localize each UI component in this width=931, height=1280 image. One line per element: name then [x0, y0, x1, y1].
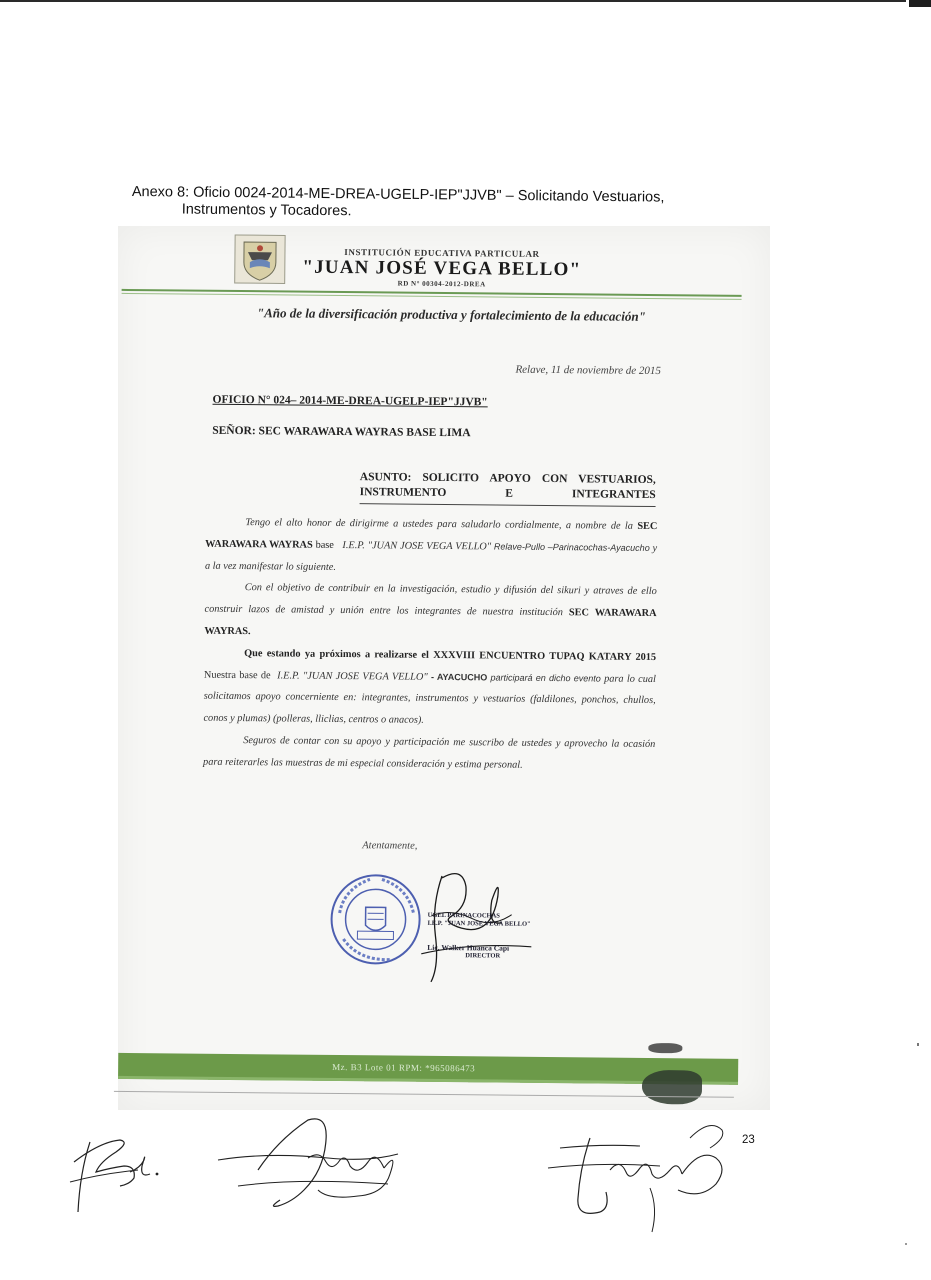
- p1-text-f: y a la vez manifestar lo siguiente.: [204, 542, 658, 573]
- footer-address: Mz. B3 Lote 01 RPM: *965086473: [332, 1061, 476, 1074]
- paragraph-4: Seguros de contar con su apoyo y participación me suscribo de ustedes y aprovecho la ocasión para reiterarles las muestras de mi especial consideración y estima personal.: [203, 735, 656, 771]
- p1-base: base: [315, 539, 334, 551]
- stamp-line-2: I.E.P. "JUAN JOSE VEGA BELLO": [427, 919, 531, 928]
- recipient: SEÑOR: SEC WARAWARA WAYRAS BASE LIMA: [212, 424, 471, 440]
- p2-org-name: SEC WARAWARA WAYRAS.: [204, 607, 657, 638]
- page-number: 23: [742, 1134, 755, 1146]
- p1-location: Relave-Pullo –Parinacochas-Ayacucho: [493, 541, 650, 553]
- scan-speck: [917, 1043, 919, 1046]
- p3-school: I.E.P. "JUAN JOSE VEGA VELLO": [277, 669, 428, 683]
- p3-text-f: para lo cual solicitamos apoyo concerniente en: integrantes, instrumentos y vestuarios (faldilones, ponchos, chullos, conos y plumas) (polleras, lliclias, centros o anacos).: [203, 673, 656, 726]
- p2-text-a: Con el objetivo de contribuir en la investigación, estudio y difusión del sikuri y atraves de ello construir lazos de amistad y unión entre los integrantes de nuestra institución: [204, 582, 657, 619]
- institution-type: INSTITUCIÓN EDUCATIVA PARTICULAR: [344, 247, 540, 259]
- caption-line-1: Anexo 8: Oficio 0024-2014-ME-DREA-UGELP-IEP"JJVB" – Solicitando Vestuarios,: [131, 184, 665, 206]
- p3-text-b: Nuestra base de: [203, 669, 271, 681]
- school-crest-icon: [234, 234, 286, 284]
- subject: ASUNTO: SOLICITO APOYO CON VESTUARIOS, INSTRUMENTO E INTEGRANTES: [359, 471, 656, 502]
- scanned-letter: [118, 226, 770, 1110]
- scan-corner-mark: [909, 0, 931, 7]
- year-motto: "Año de la diversificación productiva y fortalecimiento de la educación": [256, 305, 646, 324]
- signature-3-icon: [540, 1108, 730, 1238]
- director-name: Lic. Walker Huanca Capi: [427, 942, 510, 953]
- director-stamp: [427, 912, 537, 961]
- subject-underline: [360, 503, 656, 507]
- signature-2-icon: [208, 1110, 413, 1235]
- closing: Atentamente,: [362, 840, 418, 852]
- paragraph-3: [203, 642, 656, 734]
- letter-page: [114, 223, 774, 1113]
- p1-school: I.E.P. "JUAN JOSE VEGA VELLO": [342, 539, 492, 553]
- p1-org-name: SEC WARAWARA WAYRAS: [205, 520, 658, 551]
- scan-smudge-dark: [642, 1070, 702, 1105]
- paragraph-1: [205, 512, 658, 582]
- annex-caption: [132, 184, 752, 224]
- p3-region: - AYACUCHO: [430, 671, 488, 682]
- p3-text-e: participará en dicho evento: [490, 672, 601, 684]
- p3-event: Que estando ya próximos a realizarse el XXXVIII ENCUENTRO TUPAQ KATARY 2015: [244, 647, 657, 663]
- letter-body: [203, 512, 657, 778]
- place-date: Relave, 11 de noviembre de 2015: [515, 363, 661, 378]
- caption-line-2: Instrumentos y Tocadores.: [181, 201, 352, 220]
- scan-smudge: [648, 1043, 682, 1053]
- signature-1-icon: [60, 1112, 170, 1222]
- letterhead: [292, 247, 592, 290]
- p1-text-a: Tengo el alto honor de dirigirme a ustedes para saludarlo cordialmente, a nombre de la: [245, 517, 634, 532]
- scan-top-edge: [0, 0, 906, 2]
- resolution-number: RD N° 00304-2012-DREA: [397, 279, 486, 289]
- stamp-line-1: UGEL PARINACOCHAS: [427, 911, 500, 920]
- scan-speck: [905, 1243, 907, 1245]
- oficio-reference: OFICIO N° 024– 2014-ME-DREA-UGELP-IEP"JJVB": [212, 393, 488, 409]
- director-role: DIRECTOR: [465, 952, 501, 960]
- institution-name: "JUAN JOSÉ VEGA BELLO": [302, 256, 582, 281]
- paragraph-2: [204, 577, 657, 647]
- scan-bottom-edge: [114, 1091, 734, 1098]
